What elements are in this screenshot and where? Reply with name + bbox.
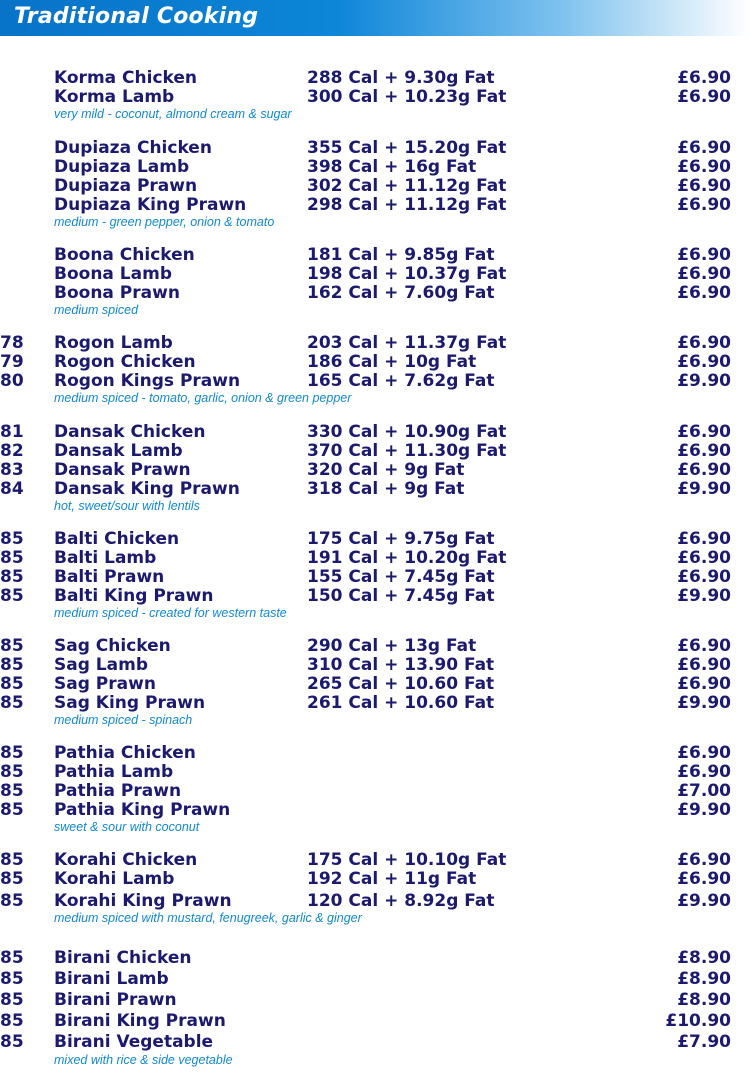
- item-number: 85: [0, 655, 24, 675]
- menu-section-boona: [0, 246, 750, 318]
- item-number: 85: [0, 891, 24, 911]
- menu-item: [0, 801, 750, 820]
- item-name: Dupiaza King Prawn: [54, 195, 247, 215]
- item-nutrition: 300 Cal + 10.23g Fat: [307, 87, 507, 107]
- item-number: 85: [0, 586, 24, 606]
- menu-item: [0, 1011, 750, 1032]
- item-nutrition: 355 Cal + 15.20g Fat: [307, 138, 507, 158]
- item-price: £6.90: [677, 87, 731, 107]
- menu-section-korma: [0, 69, 750, 122]
- item-price: £6.90: [677, 441, 731, 461]
- item-name: Pathia King Prawn: [54, 800, 231, 820]
- section-description: medium spiced - tomato, garlic, onion & green pepper: [54, 391, 352, 405]
- item-name: Rogon Kings Prawn: [54, 371, 241, 391]
- item-number: 78: [0, 333, 24, 353]
- item-name: Dupiaza Lamb: [54, 157, 190, 177]
- item-number: 85: [0, 800, 24, 820]
- section-description: medium spiced with mustard, fenugreek, garlic & ginger: [54, 911, 362, 925]
- menu-item: [0, 656, 750, 675]
- item-nutrition: 290 Cal + 13g Fat: [307, 636, 477, 656]
- menu-item: [0, 88, 750, 107]
- menu-item: [0, 744, 750, 763]
- item-name: Sag King Prawn: [54, 693, 206, 713]
- item-nutrition: 192 Cal + 11g Fat: [307, 869, 477, 889]
- item-price: £6.90: [677, 869, 731, 889]
- menu-item: [0, 69, 750, 88]
- menu-item: [0, 587, 750, 606]
- section-description: medium spiced: [54, 303, 139, 317]
- menu-item: [0, 568, 750, 587]
- menu-section-rogon: [0, 334, 750, 406]
- item-name: Sag Chicken: [54, 636, 171, 656]
- item-price: £8.90: [677, 948, 731, 968]
- item-price: £6.90: [677, 567, 731, 587]
- item-name: Birani Prawn: [54, 990, 177, 1010]
- item-price: £6.90: [677, 138, 731, 158]
- item-name: Pathia Chicken: [54, 743, 196, 763]
- section-description: sweet & sour with coconut: [54, 820, 200, 834]
- item-price: £6.90: [677, 352, 731, 372]
- item-name: Pathia Lamb: [54, 762, 174, 782]
- item-nutrition: 298 Cal + 11.12g Fat: [307, 195, 507, 215]
- item-nutrition: 155 Cal + 7.45g Fat: [307, 567, 495, 587]
- section-description: mixed with rice & side vegetable: [54, 1053, 233, 1067]
- item-number: 85: [0, 743, 24, 763]
- item-nutrition: 175 Cal + 9.75g Fat: [307, 529, 495, 549]
- item-price: £6.90: [677, 283, 731, 303]
- item-nutrition: 330 Cal + 10.90g Fat: [307, 422, 507, 442]
- item-price: £9.90: [677, 479, 731, 499]
- item-name: Balti Chicken: [54, 529, 180, 549]
- item-nutrition: 320 Cal + 9g Fat: [307, 460, 465, 480]
- item-nutrition: 310 Cal + 13.90 Fat: [307, 655, 495, 675]
- item-price: £6.90: [677, 548, 731, 568]
- item-name: Balti Lamb: [54, 548, 157, 568]
- menu-item: [0, 334, 750, 353]
- item-nutrition: 162 Cal + 7.60g Fat: [307, 283, 495, 303]
- item-number: 85: [0, 1011, 24, 1031]
- item-price: £6.90: [677, 264, 731, 284]
- item-number: 85: [0, 567, 24, 587]
- item-price: £6.90: [677, 176, 731, 196]
- menu-item: [0, 694, 750, 713]
- item-name: Korahi Chicken: [54, 850, 198, 870]
- item-nutrition: 120 Cal + 8.92g Fat: [307, 891, 495, 911]
- menu-item: [0, 372, 750, 391]
- item-name: Boona Lamb: [54, 264, 172, 284]
- item-name: Dansak Lamb: [54, 441, 183, 461]
- item-price: £10.90: [665, 1011, 731, 1031]
- item-price: £6.90: [677, 422, 731, 442]
- item-number: 85: [0, 693, 24, 713]
- menu-section-korahi: [0, 851, 750, 926]
- menu-item: [0, 158, 750, 177]
- item-price: £8.90: [677, 990, 731, 1010]
- item-name: Dupiaza Chicken: [54, 138, 212, 158]
- item-price: £6.90: [677, 762, 731, 782]
- item-number: 85: [0, 990, 24, 1010]
- item-price: £6.90: [677, 636, 731, 656]
- menu-section-balti: [0, 530, 750, 621]
- item-price: £6.90: [677, 157, 731, 177]
- item-number: 85: [0, 869, 24, 889]
- item-price: £9.90: [677, 371, 731, 391]
- section-description: medium spiced - spinach: [54, 713, 193, 727]
- item-nutrition: 181 Cal + 9.85g Fat: [307, 245, 495, 265]
- item-number: 85: [0, 548, 24, 568]
- item-number: 85: [0, 674, 24, 694]
- menu-item: [0, 782, 750, 801]
- item-price: £8.90: [677, 969, 731, 989]
- item-number: 85: [0, 762, 24, 782]
- menu-section-pathia: [0, 744, 750, 835]
- item-name: Dansak King Prawn: [54, 479, 240, 499]
- item-number: 84: [0, 479, 24, 499]
- item-name: Boona Prawn: [54, 283, 180, 303]
- menu-item: [0, 480, 750, 499]
- menu-item: [0, 870, 750, 889]
- item-name: Birani Vegetable: [54, 1032, 214, 1052]
- section-description: hot, sweet/sour with lentils: [54, 499, 200, 513]
- menu-item: [0, 246, 750, 265]
- item-name: Rogon Chicken: [54, 352, 196, 372]
- section-description: medium - green pepper, onion & tomato: [54, 215, 275, 229]
- item-name: Sag Lamb: [54, 655, 148, 675]
- item-name: Dansak Chicken: [54, 422, 206, 442]
- item-number: 85: [0, 948, 24, 968]
- item-price: £6.90: [677, 743, 731, 763]
- item-price: £6.90: [677, 529, 731, 549]
- menu-item: [0, 948, 750, 969]
- item-price: £6.90: [677, 195, 731, 215]
- item-number: 85: [0, 781, 24, 801]
- section-description: medium spiced - created for western taste: [54, 606, 287, 620]
- item-nutrition: 318 Cal + 9g Fat: [307, 479, 465, 499]
- item-nutrition: 186 Cal + 10g Fat: [307, 352, 477, 372]
- item-nutrition: 288 Cal + 9.30g Fat: [307, 68, 495, 88]
- menu-item: [0, 763, 750, 782]
- item-name: Pathia Prawn: [54, 781, 182, 801]
- menu-item: [0, 423, 750, 442]
- page-title: Traditional Cooking: [14, 4, 259, 29]
- item-number: 85: [0, 636, 24, 656]
- menu-item: [0, 990, 750, 1011]
- menu-item: [0, 139, 750, 158]
- item-number: 85: [0, 529, 24, 549]
- menu-item: [0, 969, 750, 990]
- item-nutrition: 302 Cal + 11.12g Fat: [307, 176, 507, 196]
- item-nutrition: 370 Cal + 11.30g Fat: [307, 441, 507, 461]
- item-name: Sag Prawn: [54, 674, 156, 694]
- item-name: Korma Lamb: [54, 87, 175, 107]
- item-nutrition: 150 Cal + 7.45g Fat: [307, 586, 495, 606]
- item-number: 85: [0, 850, 24, 870]
- menu-item: [0, 892, 750, 911]
- menu-item: [0, 675, 750, 694]
- item-name: Korahi Lamb: [54, 869, 175, 889]
- item-name: Dansak Prawn: [54, 460, 191, 480]
- menu-section-dupiaza: [0, 139, 750, 230]
- item-number: 81: [0, 422, 24, 442]
- menu-item: [0, 265, 750, 284]
- item-price: £7.90: [677, 1032, 731, 1052]
- item-name: Dupiaza Prawn: [54, 176, 198, 196]
- menu-item: [0, 442, 750, 461]
- item-nutrition: 265 Cal + 10.60 Fat: [307, 674, 495, 694]
- item-price: £6.90: [677, 674, 731, 694]
- item-price: £9.90: [677, 891, 731, 911]
- menu-section-birani: [0, 948, 750, 1068]
- item-name: Balti King Prawn: [54, 586, 214, 606]
- item-price: £6.90: [677, 68, 731, 88]
- item-price: £9.90: [677, 586, 731, 606]
- item-number: 79: [0, 352, 24, 372]
- menu-item: [0, 284, 750, 303]
- menu-item: [0, 353, 750, 372]
- item-number: 85: [0, 969, 24, 989]
- item-price: £7.00: [677, 781, 731, 801]
- item-name: Birani King Prawn: [54, 1011, 226, 1031]
- item-nutrition: 175 Cal + 10.10g Fat: [307, 850, 507, 870]
- item-price: £6.90: [677, 850, 731, 870]
- item-name: Korma Chicken: [54, 68, 198, 88]
- item-number: 83: [0, 460, 24, 480]
- item-number: 82: [0, 441, 24, 461]
- item-nutrition: 261 Cal + 10.60 Fat: [307, 693, 495, 713]
- item-name: Birani Lamb: [54, 969, 169, 989]
- item-number: 85: [0, 1032, 24, 1052]
- menu-section-dansak: [0, 423, 750, 514]
- item-nutrition: 191 Cal + 10.20g Fat: [307, 548, 507, 568]
- item-number: 80: [0, 371, 24, 391]
- item-nutrition: 398 Cal + 16g Fat: [307, 157, 477, 177]
- item-name: Boona Chicken: [54, 245, 195, 265]
- item-price: £6.90: [677, 655, 731, 675]
- item-name: Korahi King Prawn: [54, 891, 232, 911]
- item-price: £9.90: [677, 693, 731, 713]
- menu-item: [0, 461, 750, 480]
- menu-item: [0, 549, 750, 568]
- item-name: Birani Chicken: [54, 948, 192, 968]
- menu-item: [0, 177, 750, 196]
- item-name: Rogon Lamb: [54, 333, 173, 353]
- menu-item: [0, 851, 750, 870]
- item-nutrition: 198 Cal + 10.37g Fat: [307, 264, 507, 284]
- header-banner: [0, 0, 750, 36]
- item-price: £9.90: [677, 800, 731, 820]
- item-price: £6.90: [677, 245, 731, 265]
- menu-item: [0, 637, 750, 656]
- item-price: £6.90: [677, 333, 731, 353]
- menu-item: [0, 196, 750, 215]
- item-nutrition: 203 Cal + 11.37g Fat: [307, 333, 507, 353]
- section-description: very mild - coconut, almond cream & sugar: [54, 107, 292, 121]
- item-price: £6.90: [677, 460, 731, 480]
- item-name: Balti Prawn: [54, 567, 165, 587]
- item-nutrition: 165 Cal + 7.62g Fat: [307, 371, 495, 391]
- menu-item: [0, 1032, 750, 1053]
- menu-section-sag: [0, 637, 750, 728]
- menu-item: [0, 530, 750, 549]
